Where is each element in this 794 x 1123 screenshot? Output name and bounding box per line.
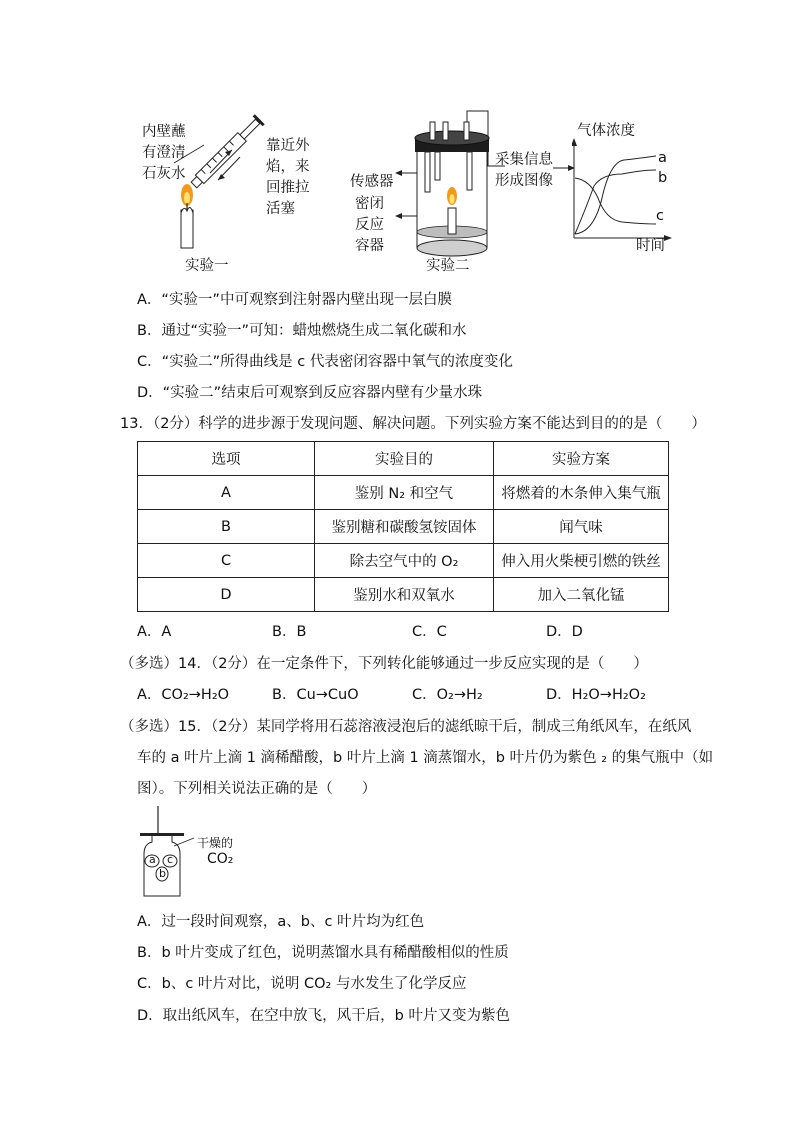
curve-label-a: a (658, 150, 667, 166)
table-row (138, 578, 669, 612)
table-header-row (138, 442, 669, 476)
q14-choice-b: B．Cu→CuO (272, 687, 359, 703)
table-cell: 加入二氧化锰 (494, 578, 669, 612)
table-row (138, 510, 669, 544)
table-cell: 将燃着的木条伸入集气瓶 (494, 476, 669, 510)
table-header: 选项 (138, 442, 315, 476)
table-cell: 闻气味 (494, 510, 669, 544)
table-cell: 除去空气中的 O₂ (315, 544, 494, 578)
q14-stem: （多选）14．（2分）在一定条件下，下列转化能够通过一步反应实现的是（ ） (120, 656, 648, 672)
container-label: 密闭 反应 容器 (355, 196, 384, 254)
table-cell: 鉴别 N₂ 和空气 (315, 476, 494, 510)
q15-option-d: D．取出纸风车，在空中放飞，风干后，b 叶片又变为紫色 (137, 1008, 510, 1024)
graph-ylabel: 气体浓度 (577, 123, 635, 139)
table-cell: B (138, 510, 315, 544)
graph-xlabel: 时间 (636, 238, 665, 254)
experiment-one-caption: 实验一 (185, 258, 229, 274)
curve-c (575, 178, 656, 224)
sensor-label: 传感器 (350, 174, 394, 190)
table-cell: D (138, 578, 315, 612)
q12-option-b: B．通过“实验一”可知：蜡烛燃烧生成二氧化碳和水 (137, 323, 467, 339)
q13-choice-d: D．D (546, 624, 583, 640)
curve-a (575, 156, 656, 234)
curve-b (575, 170, 656, 234)
q12-option-d: D．“实验二”结束后可观察到反应容器内壁有少量水珠 (137, 385, 483, 401)
table-row (138, 476, 669, 510)
q15-option-b: B．b 叶片变成了红色，说明蒸馏水具有稀醋酸相似的性质 (137, 945, 509, 961)
co2-label: 干燥的 CO₂ (197, 836, 234, 867)
table-cell: 鉴别糖和碳酸氢铵固体 (315, 510, 494, 544)
table-header: 实验目的 (315, 442, 494, 476)
push-pull-label: 靠近外 焰，来 回推拉 活塞 (266, 138, 310, 217)
q15-option-a: A．过一段时间观察，a、b、c 叶片均为红色 (137, 914, 425, 930)
q13-table (137, 441, 669, 612)
curve-label-c: c (656, 208, 664, 224)
blade-label-b: b (159, 867, 166, 880)
blade-label-c: c (167, 853, 174, 866)
collect-label: 采集信息 形成图像 (495, 152, 553, 189)
q13-choice-b: B．B (272, 624, 307, 640)
q13-choice-a: A．A (137, 624, 172, 640)
q15-option-c: C．b、c 叶片对比，说明 CO₂ 与水发生了化学反应 (137, 976, 467, 992)
q15-stem-line-2: 车的 a 叶片上滴 1 滴稀醋酸，b 叶片上滴 1 滴蒸馏水，b 叶片仍为紫色 ₂ 的集气瓶中（如 (137, 750, 714, 766)
q12-option-a: A．“实验一”中可观察到注射器内壁出现一层白膜 (137, 292, 452, 308)
table-cell: 鉴别水和双氧水 (315, 578, 494, 612)
table-header: 实验方案 (494, 442, 669, 476)
concentration-graph (572, 138, 672, 243)
q14-choice-a: A．CO₂→H₂O (137, 687, 230, 703)
q13-choice-c: C．C (412, 624, 447, 640)
table-cell: C (138, 544, 315, 578)
table-row (138, 544, 669, 578)
curve-label-b: b (658, 170, 668, 186)
q14-choice-d: D．H₂O→H₂O₂ (546, 687, 646, 703)
blade-label-a: a (149, 853, 156, 866)
q15-stem-line-3: 图）。下列相关说法正确的是（ ） (137, 781, 377, 797)
q13-stem: 13．（2分）科学的进步源于发现问题、解决问题。下列实验方案不能达到目的的是（ ） (120, 416, 706, 432)
table-cell: 伸入用火柴梗引燃的铁丝 (494, 544, 669, 578)
q12-option-c: C．“实验二”所得曲线是 c 代表密闭容器中氧气的浓度变化 (137, 354, 513, 370)
q15-stem-line-1: （多选）15．（2分）某同学将用石蕊溶液浸泡后的滤纸晾干后，制成三角纸风车，在纸风 (120, 719, 692, 735)
table-cell: A (138, 476, 315, 510)
experiment-two-caption: 实验二 (426, 258, 470, 274)
syringe-label: 内壁蘸 有澄清 石灰水 (142, 124, 186, 182)
q14-choice-c: C．O₂→H₂ (412, 687, 483, 703)
